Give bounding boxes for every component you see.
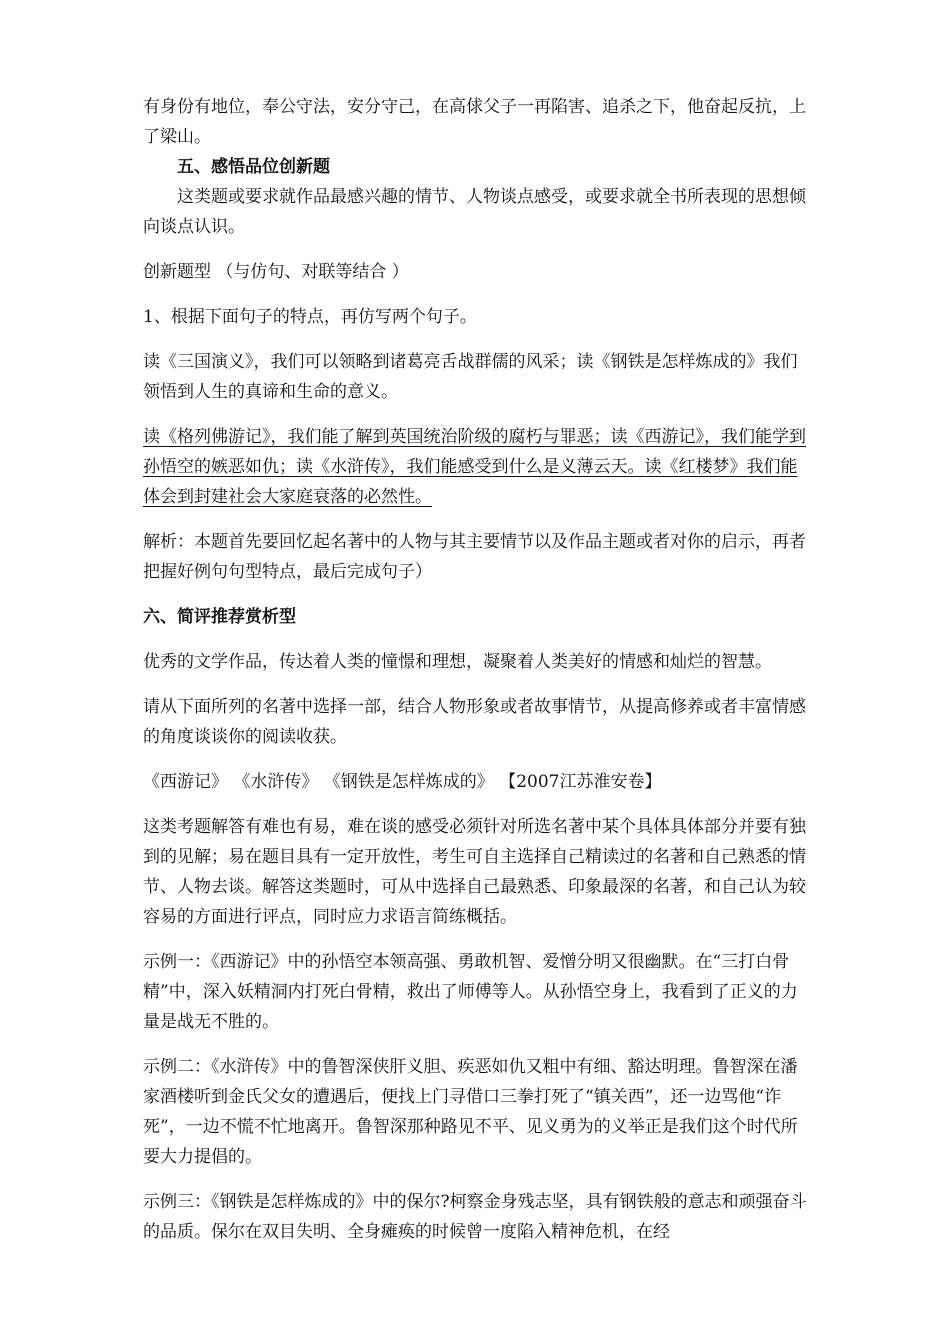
paragraph-question-1: 1、根据下面句子的特点，再仿写两个句子。 bbox=[143, 307, 477, 327]
paragraph-example-2: 示例二：《水浒传》中的鲁智深侠肝义胆、疾恶如仇又粗中有细、豁达明理。鲁智深在潘家酒楼听到金氏父女的遭遇后，便找上门寻借口三拳打死了“镇关西”，还一边骂他“诈死”，一边不慌不忙地离开。鲁智深那种路见不平、见义勇为的义举正是我们这个时代所要大力提倡的。 bbox=[143, 1057, 798, 1167]
paragraph-section5-intro: 这类题或要求就作品最感兴趣的情节、人物谈点感受，或要求就全书所表现的思想倾向谈点认识。 bbox=[143, 187, 806, 237]
section-heading-6: 六、简评推荐赏析型 bbox=[143, 607, 296, 627]
section-heading-5: 五、感悟品位创新题 bbox=[177, 157, 330, 177]
paragraph-book-list: 《西游记》 《水浒传》 《钢铁是怎样炼成的》 【2007江苏淮安卷】 bbox=[143, 772, 662, 792]
paragraph-analysis: 解析：本题首先要回忆起名著中的人物与其主要情节以及作品主题或者对你的启示，再者把握好例句句型特点，最后完成句子） bbox=[143, 532, 806, 582]
paragraph-task: 请从下面所列的名著中选择一部，结合人物形象或者故事情节，从提高修养或者丰富情感的角度谈谈你的阅读收获。 bbox=[143, 697, 806, 747]
paragraph-example-sentence: 读《三国演义》，我们可以领略到诸葛亮舌战群儒的风采；读《钢铁是怎样炼成的》我们领悟到人生的真谛和生命的意义。 bbox=[143, 352, 798, 402]
document-body bbox=[143, 92, 811, 1247]
paragraph-example-3: 示例三：《钢铁是怎样炼成的》中的保尔?柯察金身残志坚，具有钢铁般的意志和顽强奋斗的品质。保尔在双目失明、全身瘫痪的时候曾一度陷入精神危机，在经 bbox=[143, 1192, 807, 1242]
paragraph-literature-intro: 优秀的文学作品，传达着人类的憧憬和理想，凝聚着人类美好的情感和灿烂的智慧。 bbox=[143, 652, 772, 672]
paragraph-example-1: 示例一：《西游记》中的孙悟空本领高强、勇敢机智、爱憎分明又很幽默。在“三打白骨精”中，深入妖精洞内打死白骨精，救出了师傅等人。从孙悟空身上，我看到了正义的力量是战无不胜的。 bbox=[143, 952, 798, 1032]
paragraph-answer-guidance: 这类考题解答有难也有易，难在谈的感受必须针对所选名著中某个具体具体部分并要有独到的见解；易在题目具有一定开放性，考生可自主选择自己精读过的名著和自己熟悉的情节、人物去谈。解答这类题时，可从中选择自己最熟悉、印象最深的名著，和自己认为较容易的方面进行评点，同时应力求语言简练概括。 bbox=[143, 817, 806, 927]
paragraph-innovation-type: 创新题型 （与仿句、对联等结合 ） bbox=[143, 262, 409, 282]
paragraph-continuation: 有身份有地位，奉公守法，安分守己，在高俅父子一再陷害、追杀之下，他奋起反抗，上了梁山。 bbox=[143, 97, 806, 147]
paragraph-answer-sentence: 读《格列佛游记》，我们能了解到英国统治阶级的腐朽与罪恶；读《西游记》，我们能学到孙悟空的嫉恶如仇；读《水浒传》，我们能感受到什么是义薄云天。读《红楼梦》我们能体会到封建社会大家庭衰落的必然性。 bbox=[143, 427, 806, 507]
